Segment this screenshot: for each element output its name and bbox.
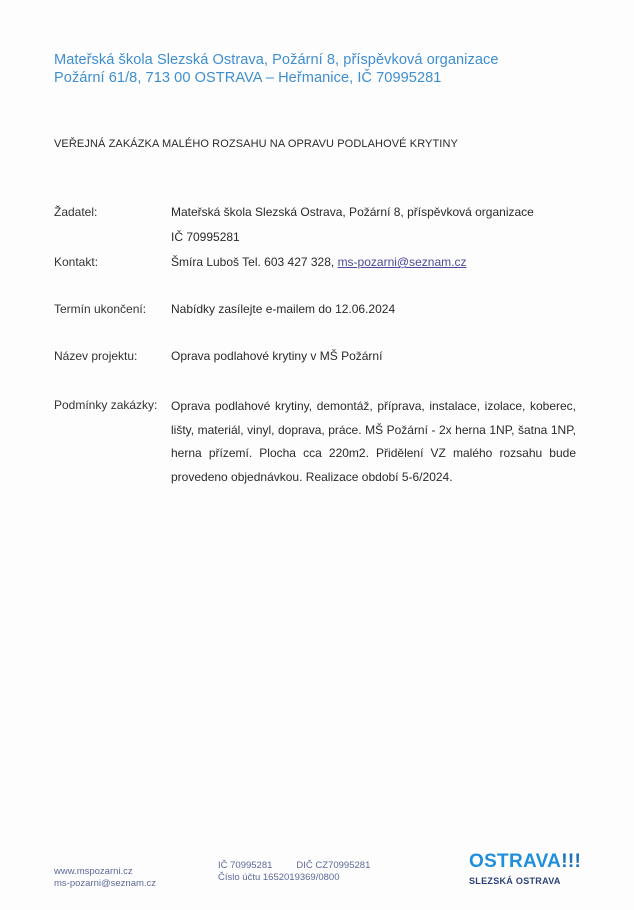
footer-contact — [54, 866, 156, 890]
label-kontakt: Kontakt: — [54, 255, 99, 269]
logo-exclaim: !!! — [561, 851, 582, 872]
label-zadatel: Žadatel: — [54, 205, 98, 219]
value-termin: Nabídky zasílejte e-mailem do 12.06.2024 — [171, 302, 396, 316]
label-termin: Termín ukončení: — [54, 302, 147, 316]
kontakt-email-link[interactable]: ms-pozarni@seznam.cz — [337, 255, 467, 269]
kontakt-person-phone: Šmíra Luboš Tel. 603 427 328, — [171, 255, 338, 269]
value-nazev: Oprava podlahové krytiny v MŠ Požární — [171, 349, 383, 363]
logo-wordmark — [469, 851, 609, 873]
footer-company-ids — [218, 860, 370, 884]
footer-ic: IČ 70995281 — [218, 860, 273, 871]
value-kontakt — [171, 255, 466, 269]
logo-main-text: OSTRAVA — [469, 851, 562, 872]
document-title: VEŘEJNÁ ZAKÁZKA MALÉHO ROZSAHU NA OPRAVU PODLAHOVÉ KRYTINY — [54, 138, 458, 150]
header-organization-name: Mateřská škola Slezská Ostrava, Požární 8, příspěvková organizace — [54, 52, 499, 68]
footer-dic: DIČ CZ70995281 — [296, 860, 371, 871]
footer-account: Číslo účtu 1652019369/0800 — [218, 872, 340, 883]
footer-email[interactable]: ms-pozarni@seznam.cz — [54, 878, 157, 889]
label-nazev: Název projektu: — [54, 349, 138, 363]
value-zadatel-name: Mateřská škola Slezská Ostrava, Požární 8, příspěvková organizace — [171, 205, 534, 219]
footer-ids-row — [218, 860, 370, 872]
ostrava-logo — [469, 851, 609, 886]
value-podminky: Oprava podlahové krytiny, demontáž, příprava, instalace, izolace, koberec, lišty, materiál, vinyl, doprava, práce. MŠ Požární - 2x herna 1NP, šatna 1NP, herna přízemí. Plocha cca 220m2. Přidělení VZ malého rozsahu bude provedeno objednávkou. Realizace období 5-6/2024. — [171, 399, 576, 484]
value-zadatel-ic: IČ 70995281 — [171, 230, 240, 244]
header-address: Požární 61/8, 713 00 OSTRAVA – Heřmanice, IČ 70995281 — [54, 70, 442, 86]
footer-web[interactable]: www.mspozarni.cz — [54, 866, 133, 877]
logo-subtitle: SLEZSKÁ OSTRAVA — [469, 876, 561, 886]
label-podminky: Podmínky zakázky: — [54, 398, 158, 412]
